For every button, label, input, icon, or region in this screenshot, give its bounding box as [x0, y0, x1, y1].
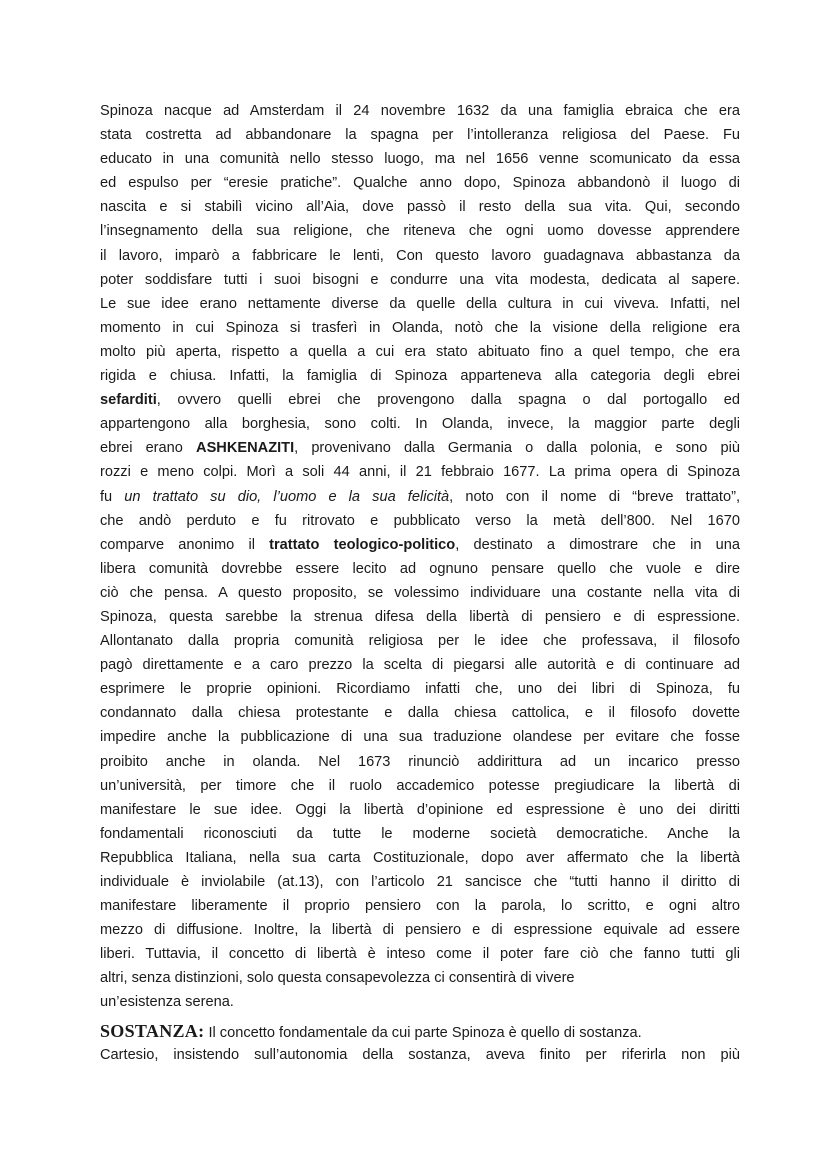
- bold-term-sefarditi: sefarditi: [100, 392, 157, 409]
- biography-paragraph: [100, 99, 740, 1015]
- text-line: Repubblica Italiana, nella sua carta Costituzionale, dopo aver affermato che la libertà: [100, 849, 740, 866]
- text-run: , destinato a dimostrare che in una: [455, 536, 740, 553]
- text-run: , noto con il nome di “breve trattato”,: [449, 488, 741, 505]
- text-line: Le sue idee erano nettamente diverse da quelle della cultura in cui viveva. Infatti, nel: [100, 295, 740, 312]
- text-line: altri, senza distinzioni, solo questa consapevolezza ci consentirà di vivere: [100, 970, 575, 987]
- text-line: liberi. Tuttavia, il concetto di libertà è inteso come il poter fare ciò che fanno tutti gli: [100, 946, 740, 963]
- text-line: appartengono alla borghesia, sono colti. In Olanda, invece, la maggior parte degli: [100, 416, 740, 433]
- text-line: fondamentali riconosciuti da tutte le moderne società democratiche. Anche la: [100, 825, 740, 842]
- sostanza-section: [100, 1019, 740, 1067]
- text-line: mezzo di diffusione. Inoltre, la libertà di pensiero e di espressione equivale ad essere: [100, 922, 740, 939]
- text-line: momento in cui Spinoza si trasferì in Olanda, notò che la visione della religione era: [100, 319, 740, 336]
- text-line: [100, 533, 740, 557]
- text-line: pagò direttamente e a caro prezzo la scelta di piegarsi alle autorità e di continuare ad: [100, 657, 740, 674]
- text-line: l’insegnamento della sua religione, che riteneva che ogni uomo dovesse apprendere: [100, 223, 740, 240]
- text-line: rozzi e meno colpi. Morì a soli 44 anni, il 21 febbraio 1677. La prima opera di Spinoza: [100, 464, 740, 481]
- text-line: esprimere le proprie opinioni. Ricordiamo infatti che, uno dei libri di Spinoza, fu: [100, 681, 740, 698]
- bold-term-ashkenaziti: ASHKENAZITI: [196, 440, 295, 457]
- text-line: impedire anche la pubblicazione di una sua traduzione olandese per evitare che fosse: [100, 729, 740, 746]
- text-line: Spinoza, questa sarebbe la strenua difesa della libertà di pensiero e di espressione.: [100, 608, 740, 625]
- text-line: educato in una comunità nello stesso luogo, ma nel 1656 venne scomunicato da essa: [100, 151, 740, 168]
- text-line: manifestare liberamente il proprio pensiero con la parola, lo scritto, e ogni altro: [100, 898, 740, 915]
- text-line: libera comunità dovrebbe essere lecito ad ognuno pensare quello che vuole e dire: [100, 560, 740, 577]
- text-line: [100, 436, 740, 460]
- text-line: manifestare le sue idee. Oggi la libertà d’opinione ed espressione è uno dei diritti: [100, 801, 740, 818]
- text-line: Allontanato dalla propria comunità religiosa per le idee che professava, il filosofo: [100, 633, 740, 650]
- section-heading: SOSTANZA:: [100, 1021, 205, 1041]
- italic-title: un trattato su dio, l’uomo e la sua felicità: [124, 488, 450, 505]
- bold-term-trattato: trattato teologico-politico: [269, 536, 456, 553]
- text-line: [100, 485, 740, 509]
- text-line: Cartesio, insistendo sull’autonomia della sostanza, aveva finito per riferirla non più: [100, 1047, 740, 1064]
- text-line: molto più aperta, rispetto a quella a cui era stato abituato fino a quel tempo, che era: [100, 343, 740, 360]
- text-line: Spinoza nacque ad Amsterdam il 24 novembre 1632 da una famiglia ebraica che era: [100, 103, 740, 119]
- text-line: che andò perduto e fu ritrovato e pubblicato verso la metà dell’800. Nel 1670: [100, 512, 740, 529]
- text-run: comparve anonimo il: [100, 536, 270, 553]
- text-line: il lavoro, imparò a fabbricare le lenti, Con questo lavoro guadagnava abbastanza da: [100, 247, 740, 264]
- text-line: nascita e si stabilì vicino all’Aia, dove passò il resto della sua vita. Qui, secondo: [100, 199, 740, 216]
- text-run: , provenivano dalla Germania o dalla polonia, e sono più: [294, 440, 741, 457]
- text-line: un’università, per timore che il ruolo accademico potesse pregiudicare la libertà di: [100, 777, 740, 794]
- text-run: fu: [100, 488, 125, 505]
- text-line: proibito anche in olanda. Nel 1673 rinunciò addirittura ad un incarico presso: [100, 753, 740, 770]
- text-line: un’esistenza serena.: [100, 994, 234, 1011]
- text-line: ed espulso per “eresie pratiche”. Qualche anno dopo, Spinoza abbandonò il luogo di: [100, 175, 740, 192]
- text-line: [100, 388, 740, 412]
- text-line: poter soddisfare tutti i suoi bisogni e condurre una vita modesta, dedicata al sapere.: [100, 271, 740, 288]
- text-run: ebrei erano: [100, 440, 197, 457]
- text-line: ciò che pensa. A questo proposito, se volessimo individuare una costante nella vita di: [100, 584, 740, 601]
- text-line: stata costretta ad abbandonare la spagna per l’intolleranza religiosa del Paese. Fu: [100, 127, 740, 144]
- text-run: , ovvero quelli ebrei che provengono dalla spagna o dal portogallo ed: [156, 392, 740, 409]
- text-line: condannato dalla chiesa protestante e dalla chiesa cattolica, e il filosofo dovette: [100, 705, 740, 722]
- text-line: [100, 1019, 740, 1043]
- text-run: Il concetto fondamentale da cui parte Spinoza è quello di sostanza.: [204, 1025, 642, 1041]
- text-line: individuale è inviolabile (at.13), con l’articolo 21 sancisce che “tutti hanno il diritto di: [100, 874, 740, 890]
- text-line: rigida e chiusa. Infatti, la famiglia di Spinoza apparteneva alla categoria degli ebrei: [100, 368, 740, 385]
